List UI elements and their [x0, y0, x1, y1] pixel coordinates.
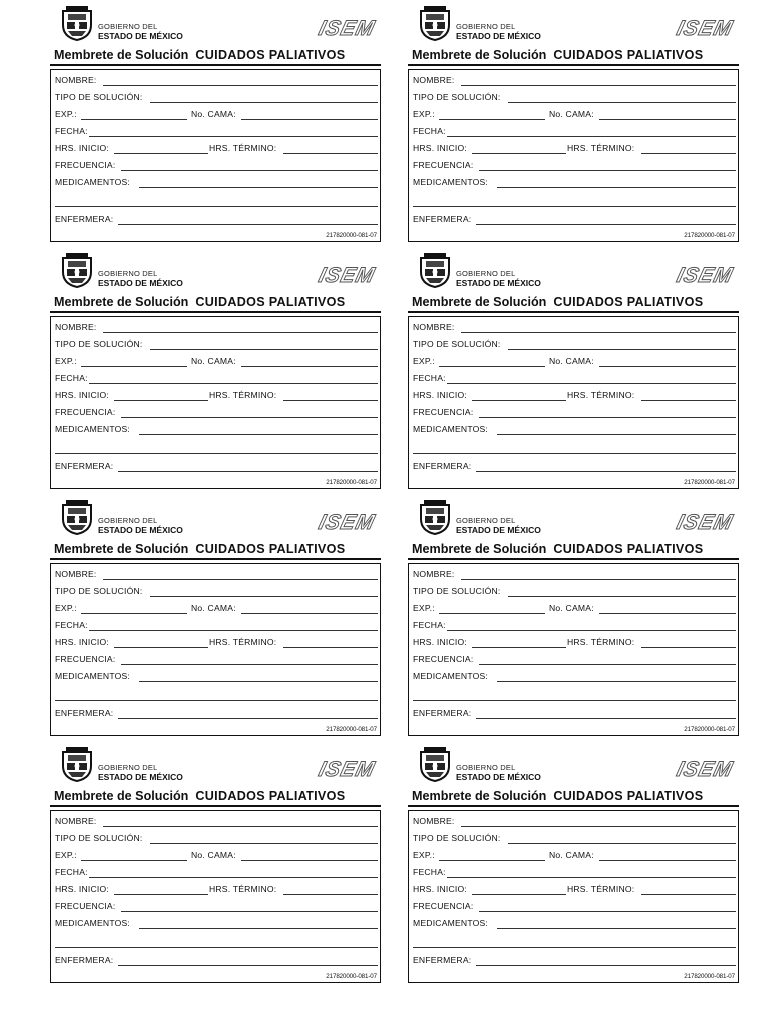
gov-logo-line1: GOBIERNO DEL: [98, 516, 158, 525]
exp-fill-line[interactable]: [81, 613, 187, 614]
title-membrete: Membrete de Solución: [54, 789, 189, 803]
isem-logo-text: ISEM: [674, 264, 736, 287]
exp-label: EXP.:: [413, 850, 435, 860]
exp-label: EXP.:: [55, 109, 77, 119]
isem-logo-text: ISEM: [316, 758, 378, 781]
solution-label-card-r3c2: [408, 497, 739, 735]
card-title: [408, 541, 739, 560]
title-membrete: Membrete de Solución: [54, 48, 189, 62]
form-fields-box: [408, 316, 739, 489]
nombre-fill-line[interactable]: [103, 85, 378, 86]
frecuencia-label: FRECUENCIA:: [413, 901, 474, 911]
medicamentos-extra-line[interactable]: [55, 453, 378, 454]
card-title: [408, 294, 739, 313]
exp-label: EXP.:: [55, 356, 77, 366]
fecha-fill-line[interactable]: [89, 383, 378, 384]
card-header: [50, 250, 381, 294]
exp-fill-line[interactable]: [81, 860, 187, 861]
gov-logo-line2: ESTADO DE MÉXICO: [98, 525, 183, 535]
gobierno-estado-mexico-logo: [418, 499, 546, 539]
hrs-termino-fill-line[interactable]: [641, 153, 736, 154]
medicamentos-label: MEDICAMENTOS:: [413, 177, 489, 187]
gov-logo-line2: ESTADO DE MÉXICO: [456, 31, 541, 41]
medicamentos-fill-line[interactable]: [139, 681, 378, 682]
medicamentos-extra-line[interactable]: [413, 453, 736, 454]
no-cama-fill-line[interactable]: [599, 860, 736, 861]
fecha-fill-line[interactable]: [447, 630, 736, 631]
exp-fill-line[interactable]: [81, 366, 187, 367]
card-title: [408, 47, 739, 66]
hrs-termino-fill-line[interactable]: [641, 400, 736, 401]
medicamentos-fill-line[interactable]: [497, 187, 736, 188]
no-cama-fill-line[interactable]: [241, 119, 378, 120]
nombre-fill-line[interactable]: [461, 826, 736, 827]
hrs-inicio-label: HRS. INICIO:: [413, 390, 467, 400]
tipo-solucion-fill-line[interactable]: [508, 349, 736, 350]
isem-logo: [316, 17, 378, 41]
hrs-inicio-fill-line[interactable]: [472, 894, 566, 895]
no-cama-fill-line[interactable]: [599, 613, 736, 614]
frecuencia-fill-line[interactable]: [479, 911, 736, 912]
nombre-label: NOMBRE:: [413, 75, 455, 85]
hrs-termino-label: HRS. TÉRMINO:: [209, 884, 277, 894]
card-title: [408, 788, 739, 807]
hrs-termino-fill-line[interactable]: [641, 647, 736, 648]
exp-label: EXP.:: [55, 850, 77, 860]
hrs-termino-fill-line[interactable]: [283, 400, 378, 401]
solution-label-card-r2c1: [50, 250, 381, 488]
no-cama-label: No. CAMA:: [191, 603, 236, 613]
nombre-label: NOMBRE:: [413, 816, 455, 826]
hrs-inicio-label: HRS. INICIO:: [55, 143, 109, 153]
tipo-solucion-label: TIPO DE SOLUCIÓN:: [55, 833, 143, 843]
hrs-termino-label: HRS. TÉRMINO:: [209, 637, 277, 647]
nombre-fill-line[interactable]: [461, 579, 736, 580]
enfermera-label: ENFERMERA:: [413, 955, 472, 965]
medicamentos-fill-line[interactable]: [139, 187, 378, 188]
gov-logo-line2: ESTADO DE MÉXICO: [456, 278, 541, 288]
tipo-solucion-label: TIPO DE SOLUCIÓN:: [55, 586, 143, 596]
frecuencia-fill-line[interactable]: [479, 417, 736, 418]
no-cama-label: No. CAMA:: [549, 850, 594, 860]
enfermera-label: ENFERMERA:: [55, 708, 114, 718]
gov-logo-line1: GOBIERNO DEL: [98, 269, 158, 278]
fecha-fill-line[interactable]: [447, 136, 736, 137]
card-title: [50, 788, 381, 807]
exp-label: EXP.:: [413, 356, 435, 366]
hrs-termino-label: HRS. TÉRMINO:: [567, 143, 635, 153]
coat-of-arms-icon: [418, 499, 452, 535]
frecuencia-label: FRECUENCIA:: [55, 654, 116, 664]
exp-label: EXP.:: [413, 109, 435, 119]
fecha-label: FECHA:: [413, 867, 446, 877]
card-title: [50, 541, 381, 560]
frecuencia-label: FRECUENCIA:: [413, 407, 474, 417]
hrs-inicio-label: HRS. INICIO:: [55, 637, 109, 647]
tipo-solucion-fill-line[interactable]: [508, 102, 736, 103]
hrs-termino-fill-line[interactable]: [283, 894, 378, 895]
coat-of-arms-icon: [418, 746, 452, 782]
exp-label: EXP.:: [413, 603, 435, 613]
gov-logo-line1: GOBIERNO DEL: [98, 763, 158, 772]
fecha-label: FECHA:: [413, 373, 446, 383]
isem-logo-text: ISEM: [316, 17, 378, 40]
tipo-solucion-label: TIPO DE SOLUCIÓN:: [413, 586, 501, 596]
nombre-fill-line[interactable]: [461, 85, 736, 86]
isem-logo-text: ISEM: [674, 511, 736, 534]
tipo-solucion-label: TIPO DE SOLUCIÓN:: [413, 92, 501, 102]
gobierno-estado-mexico-logo: [60, 5, 188, 45]
solution-label-card-r4c2: [408, 744, 739, 982]
no-cama-fill-line[interactable]: [599, 366, 736, 367]
gobierno-estado-mexico-logo: [60, 499, 188, 539]
card-title: [50, 294, 381, 313]
hrs-termino-label: HRS. TÉRMINO:: [567, 390, 635, 400]
coat-of-arms-icon: [60, 746, 94, 782]
medicamentos-extra-line[interactable]: [55, 206, 378, 207]
hrs-termino-fill-line[interactable]: [283, 647, 378, 648]
no-cama-label: No. CAMA:: [191, 850, 236, 860]
exp-fill-line[interactable]: [439, 613, 545, 614]
coat-of-arms-icon: [418, 252, 452, 288]
enfermera-fill-line[interactable]: [476, 965, 736, 966]
form-code: 217820000-081-07: [326, 973, 377, 980]
fecha-fill-line[interactable]: [447, 877, 736, 878]
hrs-termino-label: HRS. TÉRMINO:: [209, 143, 277, 153]
isem-logo-text: ISEM: [316, 511, 378, 534]
medicamentos-fill-line[interactable]: [139, 928, 378, 929]
enfermera-label: ENFERMERA:: [413, 461, 472, 471]
isem-logo: [674, 758, 736, 782]
gobierno-estado-mexico-logo: [418, 252, 546, 292]
form-fields-box: [50, 316, 381, 489]
nombre-label: NOMBRE:: [55, 322, 97, 332]
coat-of-arms-icon: [418, 5, 452, 41]
enfermera-label: ENFERMERA:: [55, 955, 114, 965]
gov-logo-line2: ESTADO DE MÉXICO: [98, 772, 183, 782]
fecha-label: FECHA:: [55, 373, 88, 383]
no-cama-fill-line[interactable]: [241, 860, 378, 861]
no-cama-fill-line[interactable]: [599, 119, 736, 120]
title-cuidados-paliativos: CUIDADOS PALIATIVOS: [195, 295, 346, 309]
frecuencia-fill-line[interactable]: [479, 170, 736, 171]
gov-logo-line2: ESTADO DE MÉXICO: [98, 31, 183, 41]
card-header: [408, 497, 739, 541]
isem-logo-text: ISEM: [674, 758, 736, 781]
no-cama-label: No. CAMA:: [549, 109, 594, 119]
form-fields-box: [50, 810, 381, 983]
tipo-solucion-label: TIPO DE SOLUCIÓN:: [413, 339, 501, 349]
card-header: [50, 3, 381, 47]
form-fields-box: [50, 563, 381, 736]
medicamentos-extra-line[interactable]: [413, 700, 736, 701]
hrs-inicio-label: HRS. INICIO:: [55, 390, 109, 400]
form-fields-box: [408, 69, 739, 242]
form-code: 217820000-081-07: [326, 479, 377, 486]
fecha-label: FECHA:: [55, 126, 88, 136]
tipo-solucion-label: TIPO DE SOLUCIÓN:: [55, 92, 143, 102]
isem-logo: [316, 511, 378, 535]
medicamentos-label: MEDICAMENTOS:: [55, 671, 131, 681]
title-cuidados-paliativos: CUIDADOS PALIATIVOS: [553, 48, 704, 62]
solution-label-card-r2c2: [408, 250, 739, 488]
medicamentos-fill-line[interactable]: [497, 928, 736, 929]
exp-fill-line[interactable]: [439, 119, 545, 120]
hrs-termino-label: HRS. TÉRMINO:: [567, 637, 635, 647]
solution-label-card-r4c1: [50, 744, 381, 982]
tipo-solucion-fill-line[interactable]: [150, 102, 378, 103]
fecha-fill-line[interactable]: [447, 383, 736, 384]
gov-logo-line2: ESTADO DE MÉXICO: [98, 278, 183, 288]
isem-logo: [674, 511, 736, 535]
solution-label-card-r1c2: [408, 3, 739, 241]
form-code: 217820000-081-07: [684, 973, 735, 980]
no-cama-label: No. CAMA:: [191, 356, 236, 366]
frecuencia-label: FRECUENCIA:: [413, 654, 474, 664]
medicamentos-label: MEDICAMENTOS:: [55, 918, 131, 928]
medicamentos-fill-line[interactable]: [497, 434, 736, 435]
gobierno-estado-mexico-logo: [418, 5, 546, 45]
nombre-label: NOMBRE:: [55, 569, 97, 579]
exp-fill-line[interactable]: [439, 366, 545, 367]
enfermera-label: ENFERMERA:: [55, 461, 114, 471]
enfermera-fill-line[interactable]: [118, 471, 378, 472]
tipo-solucion-label: TIPO DE SOLUCIÓN:: [413, 833, 501, 843]
enfermera-fill-line[interactable]: [118, 718, 378, 719]
gov-logo-line2: ESTADO DE MÉXICO: [456, 772, 541, 782]
fecha-fill-line[interactable]: [89, 630, 378, 631]
frecuencia-fill-line[interactable]: [121, 911, 378, 912]
nombre-fill-line[interactable]: [103, 332, 378, 333]
gov-logo-line1: GOBIERNO DEL: [456, 22, 516, 31]
frecuencia-label: FRECUENCIA:: [55, 901, 116, 911]
title-membrete: Membrete de Solución: [412, 542, 547, 556]
fecha-fill-line[interactable]: [89, 136, 378, 137]
solution-label-card-r1c1: [50, 3, 381, 241]
form-fields-box: [408, 563, 739, 736]
nombre-fill-line[interactable]: [103, 826, 378, 827]
frecuencia-fill-line[interactable]: [121, 664, 378, 665]
frecuencia-label: FRECUENCIA:: [55, 160, 116, 170]
isem-logo-text: ISEM: [674, 17, 736, 40]
coat-of-arms-icon: [60, 252, 94, 288]
exp-fill-line[interactable]: [81, 119, 187, 120]
form-code: 217820000-081-07: [684, 232, 735, 239]
form-fields-box: [50, 69, 381, 242]
enfermera-fill-line[interactable]: [118, 224, 378, 225]
no-cama-label: No. CAMA:: [549, 356, 594, 366]
hrs-inicio-label: HRS. INICIO:: [413, 143, 467, 153]
medicamentos-fill-line[interactable]: [497, 681, 736, 682]
isem-logo: [316, 264, 378, 288]
enfermera-fill-line[interactable]: [476, 224, 736, 225]
medicamentos-extra-line[interactable]: [413, 206, 736, 207]
hrs-termino-fill-line[interactable]: [283, 153, 378, 154]
form-code: 217820000-081-07: [684, 479, 735, 486]
form-code: 217820000-081-07: [326, 726, 377, 733]
enfermera-label: ENFERMERA:: [413, 214, 472, 224]
tipo-solucion-fill-line[interactable]: [150, 843, 378, 844]
hrs-inicio-label: HRS. INICIO:: [55, 884, 109, 894]
enfermera-label: ENFERMERA:: [413, 708, 472, 718]
tipo-solucion-label: TIPO DE SOLUCIÓN:: [55, 339, 143, 349]
gov-logo-line1: GOBIERNO DEL: [456, 269, 516, 278]
medicamentos-label: MEDICAMENTOS:: [413, 424, 489, 434]
enfermera-fill-line[interactable]: [476, 718, 736, 719]
gobierno-estado-mexico-logo: [60, 746, 188, 786]
isem-logo-text: ISEM: [316, 264, 378, 287]
title-cuidados-paliativos: CUIDADOS PALIATIVOS: [553, 295, 704, 309]
gov-logo-line1: GOBIERNO DEL: [98, 22, 158, 31]
isem-logo: [674, 17, 736, 41]
title-membrete: Membrete de Solución: [412, 789, 547, 803]
enfermera-fill-line[interactable]: [476, 471, 736, 472]
card-header: [408, 3, 739, 47]
card-title: [50, 47, 381, 66]
isem-logo: [674, 264, 736, 288]
gobierno-estado-mexico-logo: [60, 252, 188, 292]
exp-label: EXP.:: [55, 603, 77, 613]
fecha-label: FECHA:: [413, 620, 446, 630]
card-header: [50, 497, 381, 541]
card-header: [50, 744, 381, 788]
form-fields-box: [408, 810, 739, 983]
medicamentos-extra-line[interactable]: [55, 947, 378, 948]
title-cuidados-paliativos: CUIDADOS PALIATIVOS: [195, 789, 346, 803]
frecuencia-label: FRECUENCIA:: [55, 407, 116, 417]
nombre-fill-line[interactable]: [461, 332, 736, 333]
enfermera-fill-line[interactable]: [118, 965, 378, 966]
hrs-inicio-fill-line[interactable]: [472, 647, 566, 648]
form-code: 217820000-081-07: [684, 726, 735, 733]
tipo-solucion-fill-line[interactable]: [508, 843, 736, 844]
tipo-solucion-fill-line[interactable]: [150, 596, 378, 597]
hrs-termino-fill-line[interactable]: [641, 894, 736, 895]
medicamentos-label: MEDICAMENTOS:: [413, 671, 489, 681]
hrs-inicio-fill-line[interactable]: [472, 400, 566, 401]
hrs-inicio-fill-line[interactable]: [114, 647, 208, 648]
enfermera-label: ENFERMERA:: [55, 214, 114, 224]
solution-label-card-r3c1: [50, 497, 381, 735]
medicamentos-label: MEDICAMENTOS:: [55, 424, 131, 434]
frecuencia-fill-line[interactable]: [121, 170, 378, 171]
hrs-termino-label: HRS. TÉRMINO:: [209, 390, 277, 400]
exp-fill-line[interactable]: [439, 860, 545, 861]
coat-of-arms-icon: [60, 5, 94, 41]
tipo-solucion-fill-line[interactable]: [150, 349, 378, 350]
hrs-inicio-fill-line[interactable]: [114, 894, 208, 895]
title-membrete: Membrete de Solución: [412, 295, 547, 309]
medicamentos-label: MEDICAMENTOS:: [55, 177, 131, 187]
hrs-inicio-fill-line[interactable]: [114, 400, 208, 401]
frecuencia-fill-line[interactable]: [121, 417, 378, 418]
nombre-label: NOMBRE:: [413, 569, 455, 579]
card-header: [408, 744, 739, 788]
nombre-label: NOMBRE:: [413, 322, 455, 332]
fecha-label: FECHA:: [55, 620, 88, 630]
medicamentos-extra-line[interactable]: [413, 947, 736, 948]
title-cuidados-paliativos: CUIDADOS PALIATIVOS: [553, 542, 704, 556]
isem-logo: [316, 758, 378, 782]
no-cama-label: No. CAMA:: [191, 109, 236, 119]
title-cuidados-paliativos: CUIDADOS PALIATIVOS: [553, 789, 704, 803]
hrs-inicio-fill-line[interactable]: [114, 153, 208, 154]
no-cama-fill-line[interactable]: [241, 613, 378, 614]
hrs-inicio-label: HRS. INICIO:: [413, 884, 467, 894]
form-code: 217820000-081-07: [326, 232, 377, 239]
gov-logo-line2: ESTADO DE MÉXICO: [456, 525, 541, 535]
fecha-label: FECHA:: [413, 126, 446, 136]
fecha-fill-line[interactable]: [89, 877, 378, 878]
card-header: [408, 250, 739, 294]
fecha-label: FECHA:: [55, 867, 88, 877]
hrs-inicio-label: HRS. INICIO:: [413, 637, 467, 647]
no-cama-fill-line[interactable]: [241, 366, 378, 367]
frecuencia-label: FRECUENCIA:: [413, 160, 474, 170]
gov-logo-line1: GOBIERNO DEL: [456, 763, 516, 772]
coat-of-arms-icon: [60, 499, 94, 535]
no-cama-label: No. CAMA:: [549, 603, 594, 613]
frecuencia-fill-line[interactable]: [479, 664, 736, 665]
title-cuidados-paliativos: CUIDADOS PALIATIVOS: [195, 542, 346, 556]
nombre-label: NOMBRE:: [55, 75, 97, 85]
medicamentos-fill-line[interactable]: [139, 434, 378, 435]
title-cuidados-paliativos: CUIDADOS PALIATIVOS: [195, 48, 346, 62]
title-membrete: Membrete de Solución: [412, 48, 547, 62]
nombre-label: NOMBRE:: [55, 816, 97, 826]
title-membrete: Membrete de Solución: [54, 542, 189, 556]
tipo-solucion-fill-line[interactable]: [508, 596, 736, 597]
nombre-fill-line[interactable]: [103, 579, 378, 580]
hrs-inicio-fill-line[interactable]: [472, 153, 566, 154]
hrs-termino-label: HRS. TÉRMINO:: [567, 884, 635, 894]
medicamentos-extra-line[interactable]: [55, 700, 378, 701]
medicamentos-label: MEDICAMENTOS:: [413, 918, 489, 928]
gobierno-estado-mexico-logo: [418, 746, 546, 786]
title-membrete: Membrete de Solución: [54, 295, 189, 309]
gov-logo-line1: GOBIERNO DEL: [456, 516, 516, 525]
